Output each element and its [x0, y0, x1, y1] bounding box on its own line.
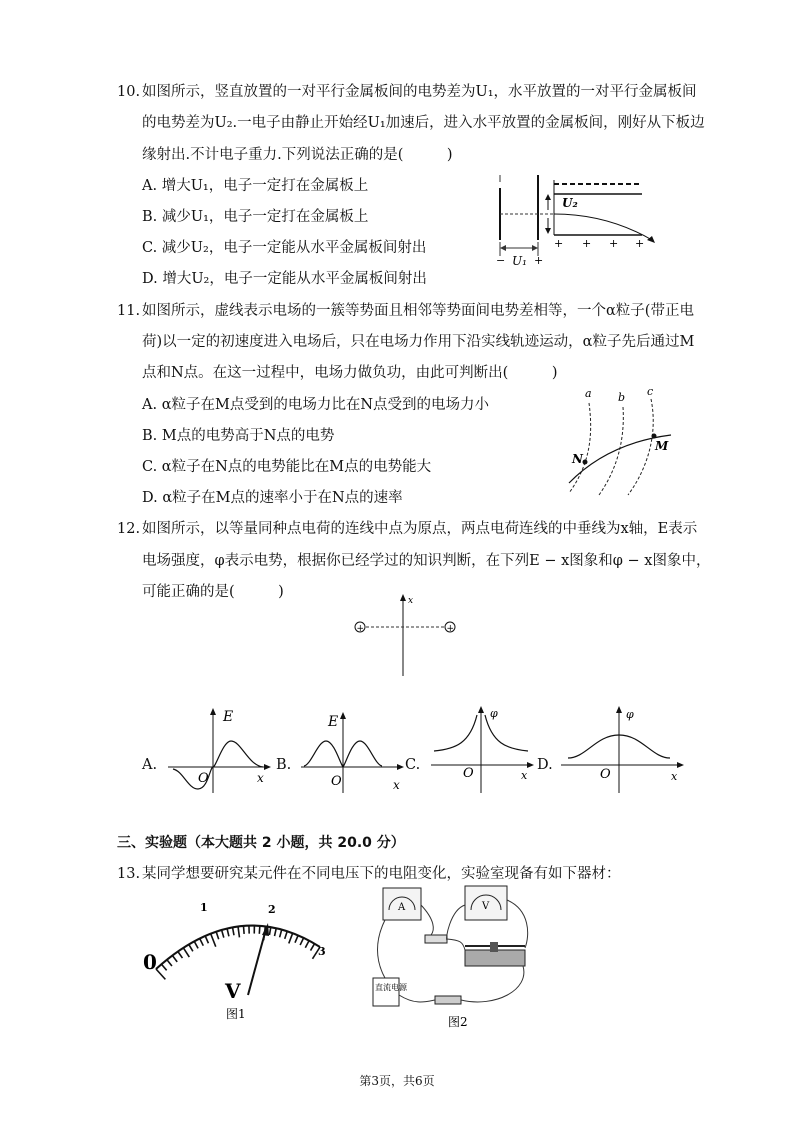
circuit-figure — [365, 880, 535, 1030]
equipotential-label-b: b — [618, 391, 626, 404]
graph-d-origin: O — [600, 767, 611, 782]
graph-a-ylabel: E — [223, 709, 234, 725]
scale-tick — [269, 927, 270, 935]
q11-line-3: 点和N点。在这一过程中，电场力做负功，由此可判断出( ) — [142, 365, 558, 381]
scale-label-3: 3 — [318, 945, 326, 958]
q12-charges-figure — [350, 590, 465, 680]
scale-tick — [280, 930, 282, 938]
graph-c-origin: O — [463, 766, 474, 781]
q10-number: 10. — [117, 84, 141, 100]
voltmeter-scale-figure — [138, 895, 338, 1025]
volt-unit-label: V — [225, 979, 241, 1003]
voltmeter-label: V — [482, 901, 490, 912]
point-m-label: M — [655, 439, 669, 453]
scale-tick — [305, 941, 309, 948]
scale-label-0: 0 — [143, 950, 157, 974]
q13-number: 13. — [117, 866, 141, 882]
point-n-label: N — [572, 452, 583, 466]
q10-line-3: 缘射出.不计电子重力.下列说法正确的是( ) — [142, 147, 453, 163]
section-3-heading: 三、实验题（本大题共 2 小题，共 20.0 分） — [117, 835, 405, 851]
q10-option-b[interactable]: B. 减少U₁，电子一定打在金属板上 — [142, 209, 369, 225]
graph-b-ylabel: E — [328, 714, 339, 730]
plus-sign: + — [609, 237, 619, 250]
q11-figure — [563, 383, 678, 498]
q10-option-d[interactable]: D. 增大U₂，电子一定能从水平金属板间射出 — [142, 271, 427, 287]
scale-tick — [227, 929, 229, 937]
scale-tick — [189, 944, 193, 951]
scale-tick — [233, 927, 234, 935]
q10-option-a[interactable]: A. 增大U₁，电子一定打在金属板上 — [142, 178, 369, 194]
figure-2-caption: 图2 — [448, 1015, 468, 1029]
graph-d[interactable] — [556, 703, 686, 795]
q10-option-c[interactable]: C. 减少U₂，电子一定能从水平金属板间射出 — [142, 240, 427, 256]
q10-line-1: 如图所示，竖直放置的一对平行金属板间的电势差为U₁，水平放置的一对平行金属板间 — [142, 84, 697, 100]
q12-line-1: 如图所示，以等量同种点电荷的连线中点为原点，两点电荷连线的中垂线为x轴，E表示 — [142, 521, 698, 537]
q11-line-2: 荷)以一定的初速度进入电场后，只在电场力作用下沿实线轨迹运动，α粒子先后通过M — [142, 334, 695, 350]
scale-tick — [238, 927, 239, 938]
scale-tick — [167, 960, 172, 966]
scale-label-2: 2 — [268, 903, 276, 916]
equipotential-label-c: c — [647, 385, 654, 398]
plus-sign: + — [635, 237, 645, 250]
scale-tick — [172, 955, 177, 961]
graph-a[interactable] — [163, 705, 273, 795]
scale-tick — [178, 952, 183, 959]
scale-tick — [183, 948, 189, 957]
q10-line-2: 的电势差为U₂.一电子由静止开始经U₁加速后，进入水平放置的金属板间，刚好从下板边 — [142, 115, 705, 131]
scale-tick — [259, 926, 260, 934]
graph-b-origin: O — [331, 774, 342, 789]
ammeter-label: A — [398, 902, 406, 913]
q10-u1-label: U₁ — [512, 254, 527, 268]
axis-x-label: x — [408, 596, 414, 606]
scale-tick — [211, 934, 216, 947]
q11-option-d[interactable]: D. α粒子在M点的速率小于在N点的速率 — [142, 490, 403, 506]
q10-figure — [492, 170, 662, 270]
graph-b-xlabel: x — [393, 778, 400, 792]
dc-source-label: 直流电源 — [375, 983, 407, 992]
q11-option-a[interactable]: A. α粒子在M点受到的电场力比在N点受到的电场力小 — [142, 397, 490, 413]
plus-sign: + — [582, 237, 592, 250]
graph-c[interactable] — [426, 703, 536, 795]
q13-line-1: 某同学想要研究某元件在不同电压下的电阻变化，实验室现备有如下器材： — [142, 866, 621, 882]
figure-1-caption: 图1 — [226, 1007, 246, 1021]
page-footer: 第3页，共6页 — [359, 1074, 435, 1088]
graph-c-ylabel: φ — [490, 707, 498, 720]
plus-sign: + — [534, 254, 544, 267]
scale-tick — [285, 931, 287, 939]
q11-number: 11. — [117, 303, 141, 319]
scale-label-1: 1 — [200, 901, 208, 914]
scale-tick — [194, 941, 198, 948]
scale-tick — [300, 938, 303, 945]
scale-tick — [295, 935, 298, 942]
graph-d-letter[interactable]: D. — [537, 757, 553, 773]
scale-tick — [205, 936, 208, 943]
scale-tick — [311, 944, 315, 951]
graph-a-origin: O — [198, 771, 209, 786]
graph-b-letter[interactable]: B. — [276, 757, 292, 773]
positive-charge-icon: + — [356, 624, 365, 634]
graph-d-xlabel: x — [671, 770, 678, 783]
q12-line-2: 电场强度，φ表示电势，根据你已经学过的知识判断，在下列E − x图象和φ − x图象中， — [142, 553, 711, 569]
equipotential-label-a: a — [585, 387, 592, 400]
graph-b[interactable] — [296, 705, 406, 795]
q11-option-b[interactable]: B. M点的电势高于N点的电势 — [142, 428, 335, 444]
q12-number: 12. — [117, 521, 141, 537]
scale-tick — [156, 969, 165, 979]
q10-u2-label: U₂ — [562, 196, 578, 210]
q12-line-3: 可能正确的是( ) — [142, 584, 284, 600]
graph-d-ylabel: φ — [626, 708, 634, 721]
q11-line-1: 如图所示，虚线表示电场的一簇等势面且相邻等势面间电势差相等，一个α粒子(带正电 — [142, 303, 694, 319]
graph-c-letter[interactable]: C. — [405, 757, 421, 773]
scale-tick — [222, 930, 224, 938]
positive-charge-icon: + — [446, 624, 455, 634]
scale-tick — [275, 928, 277, 936]
plus-sign: + — [554, 237, 564, 250]
q11-option-c[interactable]: C. α粒子在N点的电势能比在M点的电势能大 — [142, 459, 432, 475]
minus-sign: − — [496, 254, 506, 267]
scale-tick — [161, 964, 166, 970]
scale-tick — [289, 933, 293, 943]
scale-tick — [200, 938, 204, 945]
graph-c-xlabel: x — [521, 769, 528, 782]
scale-tick — [216, 932, 219, 940]
scale-tick — [243, 926, 244, 934]
graph-a-xlabel: x — [257, 771, 264, 785]
graph-a-letter[interactable]: A. — [142, 757, 158, 773]
